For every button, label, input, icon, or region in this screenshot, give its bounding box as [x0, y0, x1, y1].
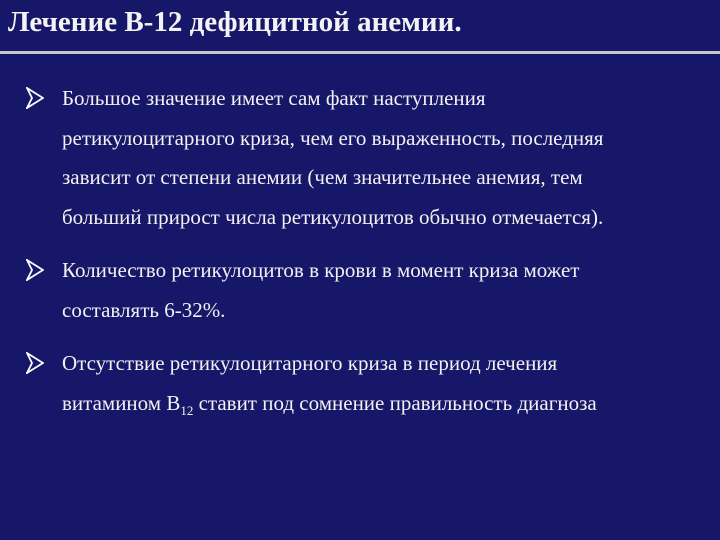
arrow-head-bullet-icon: [26, 259, 44, 281]
bullet-line: Количество ретикулоцитов в крови в момент криза может: [62, 258, 580, 282]
bullet-item: [26, 344, 706, 423]
bullet-line: Большое значение имеет сам факт наступления: [62, 86, 486, 110]
bullet-line: зависит от степени анемии (чем значительнее анемия, тем: [62, 165, 583, 189]
bullet-item: [26, 79, 706, 237]
subscript-12: 12: [180, 402, 194, 418]
bullet-line: больший прирост числа ретикулоцитов обычно отмечается).: [62, 204, 604, 229]
bullet-line: ретикулоцитарного криза, чем его выраженность, последняя: [62, 125, 604, 150]
arrow-head-bullet-icon: [26, 352, 44, 374]
bullet-line-with-subscript: [62, 384, 706, 424]
bullet-line: составлять 6-32%.: [62, 297, 226, 322]
bullet-text: ставит под сомнение правильность диагноза: [193, 390, 597, 415]
title-divider: [0, 51, 720, 54]
slide-title: Лечение В-12 дефицитной анемии.: [8, 6, 462, 38]
bullet-text: витамином В: [62, 390, 181, 415]
bullet-list: [26, 79, 706, 437]
bullet-item: [26, 251, 706, 330]
arrow-head-bullet-icon: [26, 87, 44, 109]
bullet-line: Отсутствие ретикулоцитарного криза в период лечения: [62, 351, 558, 375]
